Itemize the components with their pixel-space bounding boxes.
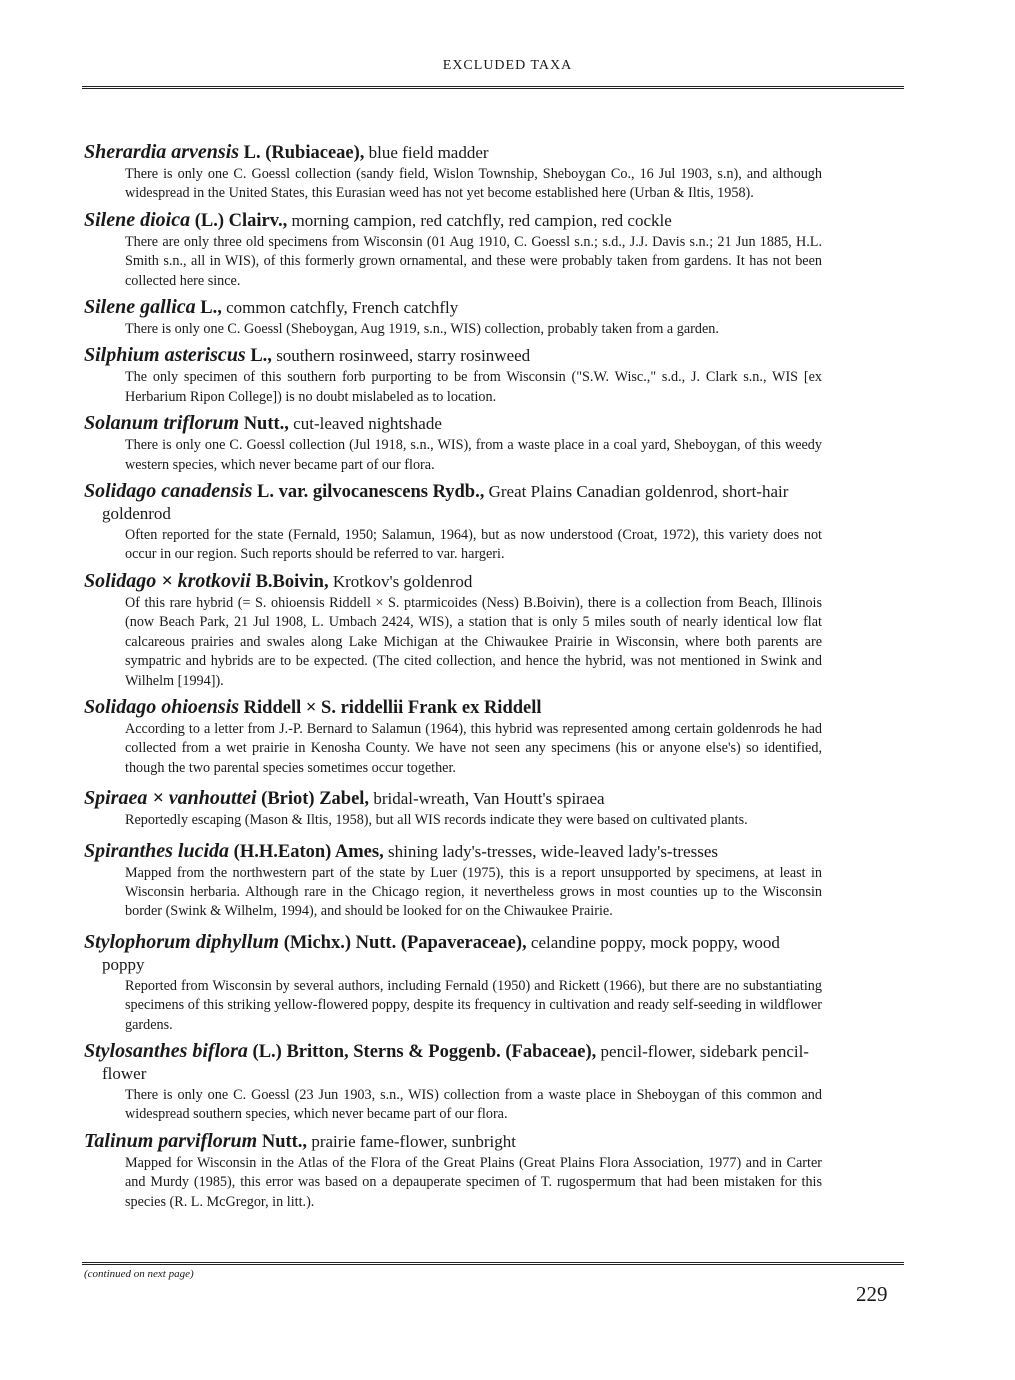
taxon-entry	[84, 841, 822, 922]
common-names: shining lady's-tresses, wide-leaved lady's-tresses	[383, 841, 718, 861]
taxon-note: According to a letter from J.-P. Bernard to Salamun (1964), this hybrid was represented among certain goldenrods he had collected from a wet prairie in Kenosha County. We have not seen any specimens (his or anyone else's) so identified, though the two parental species sometimes occur together.	[125, 720, 822, 776]
taxon-heading	[84, 297, 822, 319]
taxon-name: Silphium asteriscus	[84, 344, 246, 367]
taxon-note: Reportedly escaping (Mason & Iltis, 1958), but all WIS records indicate they were based on cultivated plants.	[125, 812, 748, 829]
taxon-heading	[84, 481, 822, 525]
common-names: cut-leaved nightshade	[288, 414, 442, 434]
common-names: blue field madder	[364, 143, 489, 162]
taxon-entry	[84, 481, 822, 565]
taxon-note: Mapped for Wisconsin in the Atlas of the Flora of the Great Plains (Great Plains Flora Association, 1977) and in Carter and Murdy (1985), this error was based on a depauperate specimen of T. rugospermum that had been mistaken for this species (R. L. McGregor, in litt.).	[125, 1154, 822, 1210]
taxon-entry	[84, 1131, 822, 1212]
taxon-heading	[84, 142, 822, 164]
taxon-heading	[84, 932, 822, 976]
taxa-list	[84, 142, 822, 1218]
taxon-name: Silene gallica	[84, 296, 196, 319]
taxon-note: Often reported for the state (Fernald, 1950; Salamun, 1964), but as now understood (Croat, 1972), this variety does not occur in our region. Such reports should be referred to var. hargeri.	[125, 527, 822, 563]
taxon-name: Solidago ohioensis	[84, 695, 240, 718]
taxon-note: Reported from Wisconsin by several authors, including Fernald (1950) and Rickett (1966), but there are no substantiating specimens of this striking yellow-flowered poppy, despite its frequency in cultivation and ready self-seeding in wildflower gardens.	[125, 977, 822, 1033]
taxon-name: Spiranthes lucida	[84, 839, 230, 862]
common-names: prairie fame-flower, sunbright	[307, 1131, 516, 1151]
taxon-entry	[84, 697, 822, 778]
taxon-authority: (Michx.) Nutt. (Papaveraceae),	[283, 932, 527, 953]
taxon-authority: (L.) Clairv.,	[194, 210, 288, 231]
taxon-name: Solidago canadensis	[84, 480, 253, 503]
taxon-authority: Nutt.,	[261, 1131, 308, 1152]
taxon-authority: L.,	[200, 298, 222, 319]
taxon-authority: (H.H.Eaton) Ames,	[233, 841, 384, 862]
taxon-entry	[84, 142, 822, 204]
taxon-note: There is only one C. Goessl (Sheboygan, Aug 1919, s.n., WIS) collection, probably taken from a garden.	[125, 321, 719, 338]
taxon-heading	[84, 210, 822, 232]
taxon-entry	[84, 413, 822, 475]
taxon-authority: L. (Rubiaceae),	[243, 143, 365, 163]
page-number: 229	[856, 1282, 888, 1306]
taxon-note: There is only one C. Goessl collection (sandy field, Wislon Township, Sheboygan Co., 16 Jul 1903, s.n), and although widespread in the United States, this Eurasian weed has not yet become established here (Urban & Iltis, 1958).	[125, 166, 822, 202]
taxon-note: The only specimen of this southern forb purporting to be from Wisconsin ("S.W. Wisc.," s.d., J. Clark s.n., WIS [ex Herbarium Ripon College]) is no doubt mislabeled as to location.	[125, 369, 822, 405]
taxon-entry	[84, 345, 822, 407]
taxon-authority: (L.) Britton, Sterns & Poggenb. (Fabaceae),	[252, 1041, 597, 1062]
taxon-name: Silene dioica	[84, 208, 191, 231]
taxon-entry	[84, 932, 822, 1035]
taxon-note: There are only three old specimens from Wisconsin (01 Aug 1910, C. Goessl s.n.; s.d., J.J. Davis s.n.; 21 Jun 1885, H.L. Smith s.n., all in WIS), of this formerly grown ornamental, and these were probably taken from gardens. It has not been collected here since.	[125, 233, 822, 289]
taxon-entry	[84, 297, 822, 339]
taxon-name: Sherardia arvensis	[84, 141, 240, 163]
taxon-heading	[84, 841, 822, 863]
taxon-entry	[84, 788, 822, 830]
taxon-authority: L. var. gilvocanescens Rydb.,	[256, 482, 485, 503]
taxon-name: Solanum triflorum	[84, 412, 240, 435]
common-names: celandine poppy, mock poppy, wood poppy	[102, 932, 780, 974]
taxon-authority: B.Boivin,	[255, 571, 329, 592]
footer-rule	[82, 1262, 904, 1265]
taxon-entry	[84, 571, 822, 691]
taxon-note: There is only one C. Goessl (23 Jun 1903, s.n., WIS) collection from a waste place in Sheboygan of this common and widespread southern species, which never became part of our flora.	[125, 1086, 822, 1123]
taxon-heading	[84, 1041, 822, 1085]
taxon-heading	[84, 788, 822, 810]
taxon-entry	[84, 210, 822, 291]
taxon-authority: Riddell × S. riddellii Frank ex Riddell	[243, 697, 542, 718]
common-names: morning campion, red catchfly, red campion, red cockle	[287, 210, 672, 230]
taxon-note: Of this rare hybrid (= S. ohioensis Riddell × S. ptarmicoides (Ness) B.Boivin), there is a collection from Beach, Illinois (now Beach Park, 21 Jul 1908, L. Umbach 2424, WIS), a station that is only 5 miles south of nearly identical low flat calcareous prairies and swales along Lake Michigan at the Chiwaukee Prairie in Wisconsin, where both parents are sympatric and hybrids are to be expected. (The cited collection, and hence the hybrid, was not mentioned in Swink and Wilhelm [1994]).	[125, 594, 822, 689]
taxon-authority: L.,	[250, 346, 272, 367]
taxon-heading	[84, 345, 822, 367]
common-names: bridal-wreath, Van Houtt's spiraea	[369, 789, 605, 809]
taxon-name: Solidago × krotkovii	[84, 569, 251, 592]
running-header: EXCLUDED TAXA	[442, 58, 573, 73]
common-names: pencil-flower, sidebark pencil-flower	[102, 1041, 809, 1083]
common-names: Krotkov's goldenrod	[328, 571, 473, 591]
taxon-heading	[84, 571, 822, 593]
taxon-heading	[84, 697, 822, 719]
taxon-name: Stylosanthes biflora	[84, 1039, 248, 1062]
taxon-entry	[84, 1041, 822, 1125]
taxon-heading	[84, 1131, 822, 1153]
taxon-name: Spiraea × vanhouttei	[84, 787, 257, 810]
common-names: Great Plains Canadian goldenrod, short-hair goldenrod	[102, 482, 789, 524]
common-names: southern rosinweed, starry rosinweed	[271, 346, 531, 366]
taxon-note: There is only one C. Goessl collection (Jul 1918, s.n., WIS), from a waste place in a coal yard, Sheboygan, of this weedy western species, which never became part of our flora.	[125, 437, 822, 473]
taxon-authority: Nutt.,	[243, 414, 289, 435]
taxon-name: Stylophorum diphyllum	[84, 930, 280, 953]
common-names: common catchfly, French catchfly	[221, 298, 459, 318]
taxon-heading	[84, 413, 822, 435]
taxon-note: Mapped from the northwestern part of the state by Luer (1975), this is a report unsupported by specimens, at least in Wisconsin herbaria. Although rare in the Chicago region, it nevertheless grows in most counties up to the Wisconsin border (Swink & Wilhelm, 1994), and should be looked for on the Chiwaukee Prairie.	[125, 864, 822, 920]
continued-note: (continued on next page)	[84, 1268, 194, 1280]
taxon-name: Talinum parviflorum	[84, 1129, 258, 1152]
header-rule	[82, 86, 904, 89]
taxon-authority: (Briot) Zabel,	[261, 789, 370, 810]
